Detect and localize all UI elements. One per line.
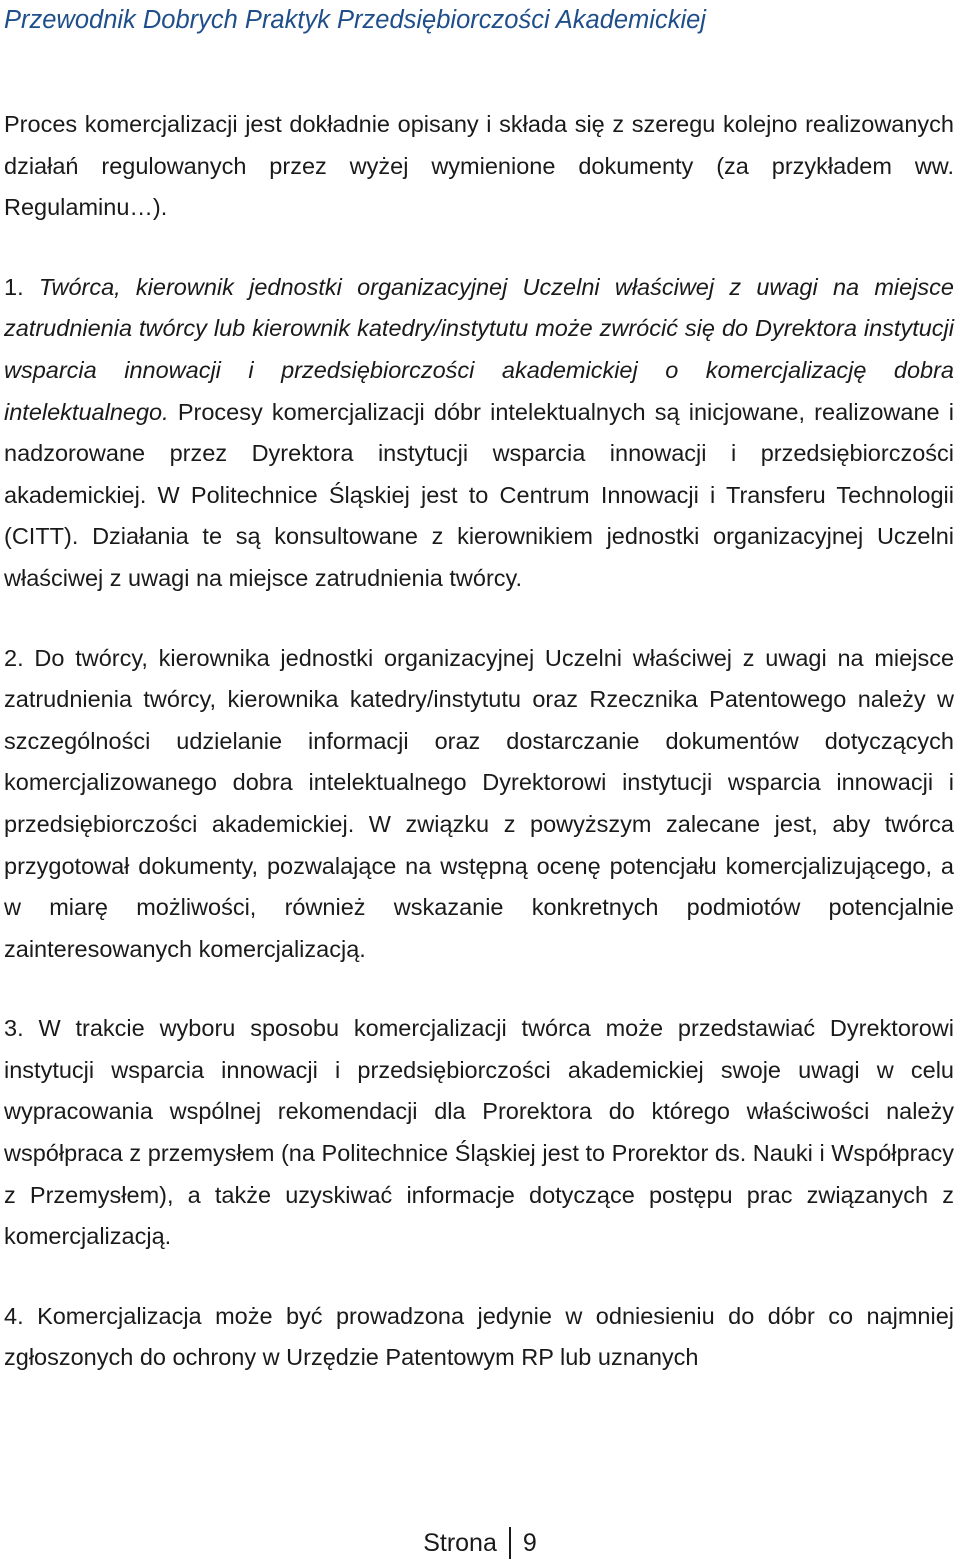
item-number: 1.: [4, 273, 24, 300]
list-item-2: [4, 638, 954, 971]
page-number: 9: [522, 1528, 537, 1557]
intro-paragraph: Proces komercjalizacji jest dokładnie opisany i składa się z szeregu kolejno realizowanych działań regulowanych przez wyżej wymienione dokumenty (za przykładem ww. Regulaminu…).: [4, 111, 954, 221]
document-header: [4, 2, 954, 38]
item-number: 2.: [4, 644, 24, 671]
footer-label: Strona: [423, 1528, 497, 1557]
header-title: Przewodnik Dobrych Praktyk Przedsiębiorczości Akademickiej: [4, 6, 706, 34]
item-text: W trakcie wyboru sposobu komercjalizacji twórca może przedstawiać Dyrektorowi instytucji wsparcia innowacji i przedsiębiorczości akademickiej swoje uwagi w celu wypracowania wspólnej rekomendacji dla Prorektora do którego właściwości należy współpraca z przemysłem (na Politechnice Śląskiej jest to Prorektor ds. Nauki i Współpracy z Przemysłem), a także uzyskiwać informacje dotyczące postępu prac związanych z komercjalizacją.: [4, 1015, 954, 1250]
list-item-1: [4, 267, 954, 600]
list-item-4: [4, 1296, 954, 1379]
item-number: 4.: [4, 1302, 24, 1329]
item-number: 3.: [4, 1015, 24, 1042]
page-footer: [0, 1526, 960, 1560]
item-text-italic: Twórca, kierownik jednostki organizacyjnej Uczelni właściwej z uwagi na miejsce zatrudnienia twórcy lub kierownik katedry/instytutu może zwrócić się do Dyrektora instytucji wsparcia innowacji i przedsiębiorczości akademickiej o komercjalizację dobra intelektualnego.: [4, 273, 954, 425]
footer-separator: [509, 1527, 511, 1559]
item-text: Komercjalizacja może być prowadzona jedynie w odniesieniu do dóbr co najmniej zgłoszonych do ochrony w Urzędzie Patentowym RP lub uznanych: [4, 1302, 954, 1371]
document-body: [4, 104, 954, 1379]
list-item-3: [4, 1008, 954, 1258]
item-text: Do twórcy, kierownika jednostki organizacyjnej Uczelni właściwej z uwagi na miejsce zatrudnienia twórcy, kierownika katedry/instytutu oraz Rzecznika Patentowego należy w szczególności udzielanie informacji oraz dostarczanie dokumentów dotyczących komercjalizowanego dobra intelektualnego Dyrektorowi instytucji wsparcia innowacji i przedsiębiorczości akademickiej. W związku z powyższym zalecane jest, aby twórca przygotował dokumenty, pozwalające na wstępną ocenę potencjału komercjalizującego, a w miarę możliwości, również wskazanie konkretnych podmiotów potencjalnie zainteresowanych komercjalizacją.: [4, 644, 955, 962]
item-text: Procesy komercjalizacji dóbr intelektualnych są inicjowane, realizowane i nadzorowane przez Dyrektora instytucji wsparcia innowacji i przedsiębiorczości akademickiej. W Politechnice Śląskiej jest to Centrum Innowacji i Transferu Technologii (CITT). Działania te są konsultowane z kierownikiem jednostki organizacyjnej Uczelni właściwej z uwagi na miejsce zatrudnienia twórcy.: [4, 398, 954, 591]
